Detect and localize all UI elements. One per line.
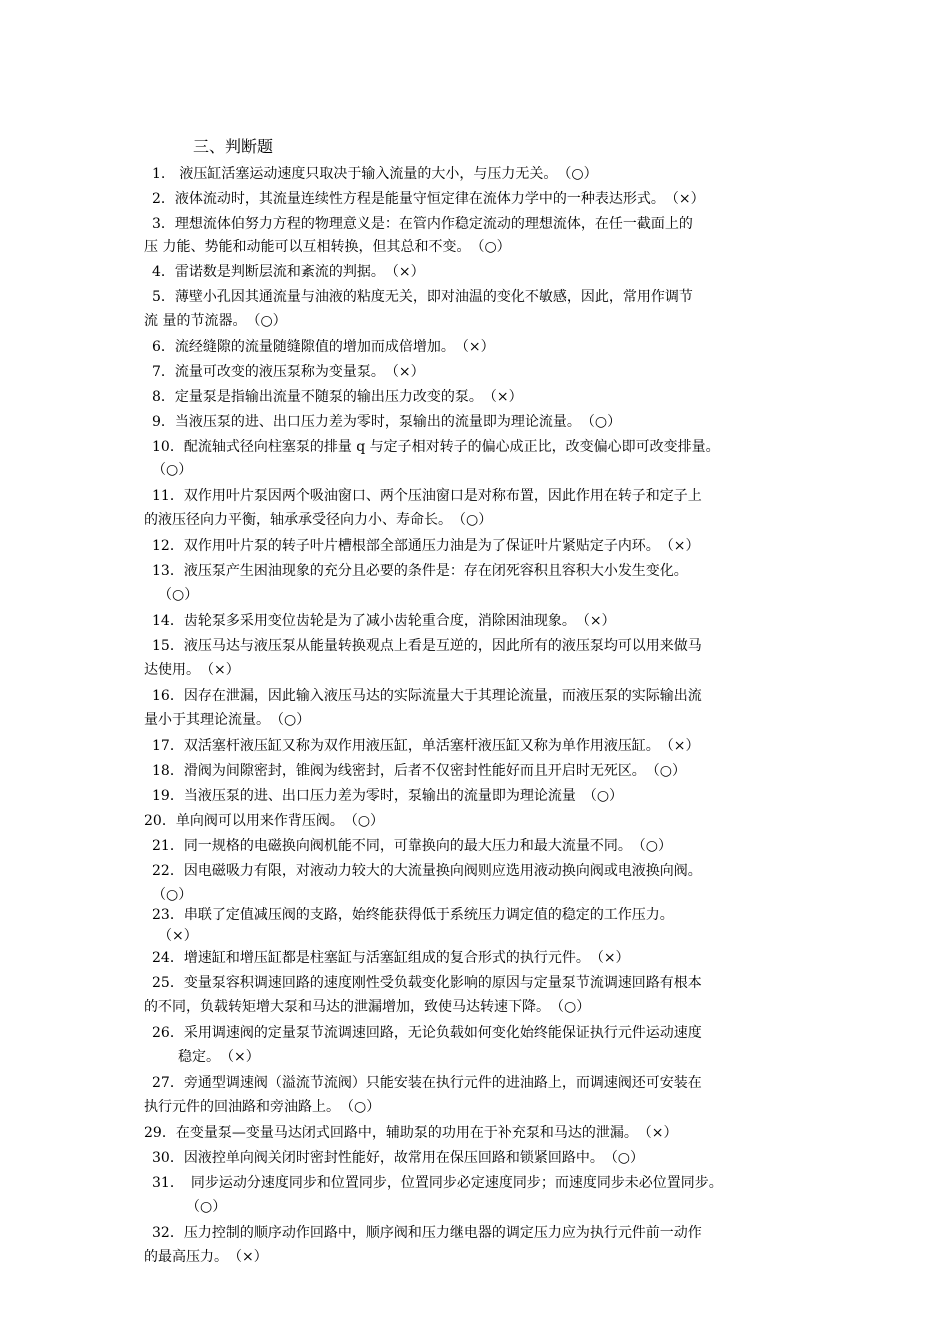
question-item: 25．变量泵容积调速回路的速度刚性受负载变化影响的原因与定量泵节流调速回路有根本 bbox=[152, 975, 702, 991]
question-item-continuation: （○） bbox=[186, 1199, 227, 1215]
question-item: 24．增速缸和增压缸都是柱塞缸与活塞缸组成的复合形式的执行元件。 （×） bbox=[152, 950, 630, 966]
question-item: 12．双作用叶片泵的转子叶片槽根部全部通压力油是为了保证叶片紧贴定子内环。 （×） bbox=[152, 538, 700, 554]
question-item: 15．液压马达与液压泵从能量转换观点上看是互逆的，因此所有的液压泵均可以用来做马 bbox=[152, 638, 702, 654]
question-item: 19．当液压泵的进、出口压力差为零时，泵输出的流量即为理论流量 （○） bbox=[152, 788, 624, 804]
question-item: 16．因存在泄漏，因此输入液压马达的实际流量大于其理论流量，而液压泵的实际输出流 bbox=[152, 688, 702, 704]
question-item: 18．滑阀为间隙密封，锥阀为线密封，后者不仅密封性能好而且开启时无死区。 （○） bbox=[152, 763, 687, 779]
question-item-continuation: 的不同，负载转矩增大泵和马达的泄漏增加，致使马达转速下降。 （○） bbox=[144, 999, 591, 1015]
question-item-continuation: 稳定。 （×） bbox=[178, 1049, 260, 1065]
question-item-continuation: 量小于其理论流量。 （○） bbox=[144, 712, 311, 728]
question-item: 2．液体流动时，其流量连续性方程是能量守恒定律在流体力学中的一种表达形式。 （×） bbox=[152, 191, 705, 207]
question-item: 13．液压泵产生困油现象的充分且必要的条件是：存在闭死容积且容积大小发生变化。 bbox=[152, 563, 688, 579]
question-item-continuation: （○） bbox=[152, 887, 193, 903]
question-item-continuation: （○） bbox=[152, 462, 193, 478]
question-item: 7．流量可改变的液压泵称为变量泵。 （×） bbox=[152, 364, 425, 380]
question-item: 32．压力控制的顺序动作回路中，顺序阀和压力继电器的调定压力应为执行元件前一动作 bbox=[152, 1225, 702, 1241]
question-item: 1. 液压缸活塞运动速度只取决于输入流量的大小，与压力无关。 （○） bbox=[152, 166, 598, 182]
question-item: 3．理想流体伯努力方程的物理意义是：在管内作稳定流动的理想流体，在任一截面上的 bbox=[152, 216, 693, 232]
question-item: 4．雷诺数是判断层流和紊流的判据。 （×） bbox=[152, 264, 425, 280]
question-item-continuation: 执行元件的回油路和旁油路上。 （○） bbox=[144, 1099, 381, 1115]
question-item: 14．齿轮泵多采用变位齿轮是为了减小齿轮重合度，消除困油现象。 （×） bbox=[152, 613, 616, 629]
question-item: 29．在变量泵—变量马达闭式回路中，辅助泵的功用在于补充泵和马达的泄漏。 （×） bbox=[144, 1125, 678, 1141]
question-item: 23．串联了定值减压阀的支路，始终能获得低于系统压力调定值的稳定的工作压力。 bbox=[152, 907, 674, 923]
question-item: 17．双活塞杆液压缸又称为双作用液压缸，单活塞杆液压缸又称为单作用液压缸。 （×） bbox=[152, 738, 700, 754]
question-item: 22．因电磁吸力有限，对液动力较大的大流量换向阀则应选用液动换向阀或电液换向阀。 bbox=[152, 863, 702, 879]
question-item: 8．定量泵是指输出流量不随泵的输出压力改变的泵。 （×） bbox=[152, 389, 523, 405]
question-item-continuation: 流 量的节流器。 （○） bbox=[144, 313, 287, 329]
question-item: 21．同一规格的电磁换向阀机能不同，可靠换向的最大压力和最大流量不同。 （○） bbox=[152, 838, 673, 854]
question-item-continuation: （×） bbox=[158, 928, 198, 944]
section-title: 三、判断题 bbox=[193, 137, 274, 156]
question-item: 6．流经缝隙的流量随缝隙值的增加而成倍增加。 （×） bbox=[152, 339, 495, 355]
question-item: 9．当液压泵的进、出口压力差为零时，泵输出的流量即为理论流量。 （○） bbox=[152, 414, 622, 430]
question-item-continuation: （○） bbox=[158, 587, 199, 603]
question-item: 30．因液控单向阀关闭时密封性能好，故常用在保压回路和锁紧回路中。 （○） bbox=[152, 1150, 645, 1166]
question-item: 31． 同步运动分速度同步和位置同步，位置同步必定速度同步；而速度同步未必位置同步。 bbox=[152, 1175, 723, 1191]
question-item-continuation: 达使用。 （×） bbox=[144, 662, 240, 678]
question-item: 11．双作用叶片泵因两个吸油窗口、两个压油窗口是对称布置，因此作用在转子和定子上 bbox=[152, 488, 702, 504]
question-item: 26．采用调速阀的定量泵节流调速回路，无论负载如何变化始终能保证执行元件运动速度 bbox=[152, 1025, 702, 1041]
question-item: 5．薄壁小孔因其通流量与油液的粘度无关，即对油温的变化不敏感，因此，常用作调节 bbox=[152, 289, 693, 305]
question-item: 20．单向阀可以用来作背压阀。 （○） bbox=[144, 813, 385, 829]
question-item: 27．旁通型调速阀（溢流节流阀）只能安装在执行元件的进油路上，而调速阀还可安装在 bbox=[152, 1075, 702, 1091]
question-item-continuation: 压 力能、势能和动能可以互相转换，但其总和不变。 （○） bbox=[144, 239, 511, 255]
question-item: 10．配流轴式径向柱塞泵的排量 q 与定子相对转子的偏心成正比，改变偏心即可改变排量。 bbox=[152, 439, 720, 455]
question-item-continuation: 的液压径向力平衡，轴承承受径向力小、寿命长。 （○） bbox=[144, 512, 493, 528]
question-item-continuation: 的最高压力。 （×） bbox=[144, 1249, 268, 1265]
